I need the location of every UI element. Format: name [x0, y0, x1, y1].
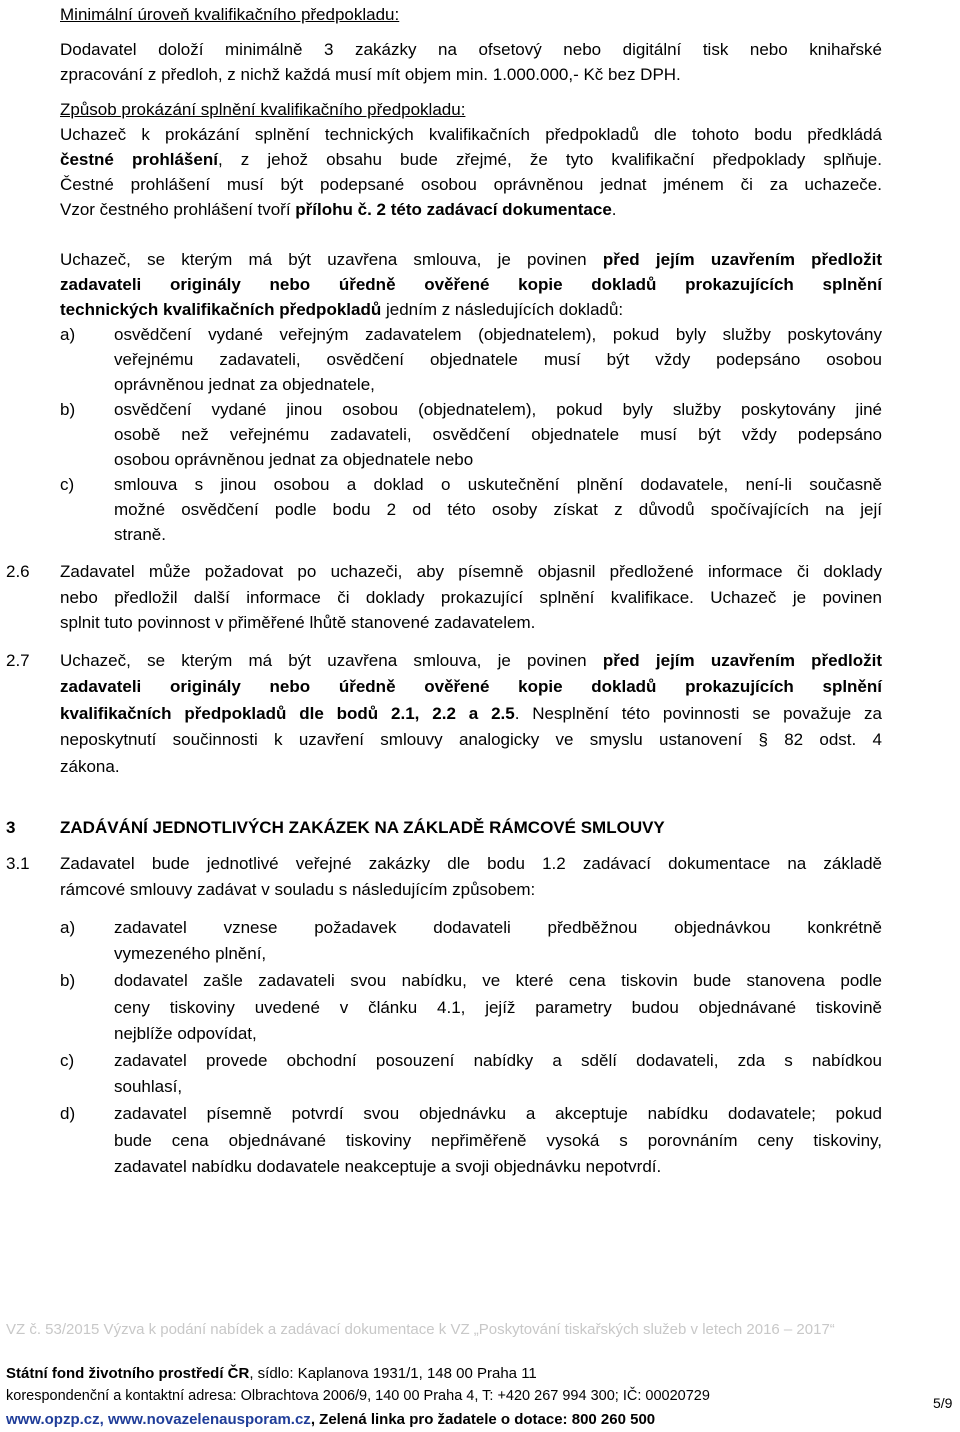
- contract-item-a-line: osvědčení vydané veřejným zadavatelem (objednatelem), pokud byly služby poskytovány: [114, 325, 882, 344]
- footer-link-novazelenausporam[interactable]: www.novazelenausporam.cz: [107, 1411, 311, 1428]
- contract-item-c-line: smlouva s jinou osobou a doklad o uskutečnění plnění dodavatele, není-li současně: [114, 475, 882, 494]
- item-2-6-line: splnit tuto povinnost v přiměřené lhůtě stanovené zadavatelem.: [60, 613, 536, 632]
- contract-item-c-line: straně.: [114, 525, 166, 544]
- order-item-a-line: zadavatel vznese požadavek dodavateli předběžnou objednávkou konkrétně: [114, 918, 882, 937]
- order-item-d-line: bude cena objednávané tiskoviny nepřiměřeně vysoká s porovnáním ceny tiskoviny,: [114, 1131, 882, 1150]
- footer-doc-title: VZ č. 53/2015 Výzva k podání nabídek a zadávací dokumentace k VZ „Poskytování tiskařských služeb v letech 2016 – 2017“: [6, 1321, 835, 1338]
- item-2-6-line: Zadavatel může požadovat po uchazeči, aby písemně objasnil předložené informace či doklady: [60, 562, 882, 581]
- contract-line-1: Uchazeč, se kterým má být uzavřena smlouva, je povinen před jejím uzavřením předložit: [60, 250, 882, 269]
- order-item-a-line: vymezeného plnění,: [114, 944, 267, 963]
- item-2-7-line-5: zákona.: [60, 757, 120, 776]
- contract-item-b-line: osvědčení vydané jinou osobou (objednatelem), pokud byly služby poskytovány jiné: [114, 400, 882, 419]
- proof-heading: Způsob prokázání splnění kvalifikačního předpokladu:: [60, 100, 466, 119]
- order-item-c-marker: c): [60, 1051, 75, 1070]
- order-item-d-line: zadavatel písemně potvrdí svou objednávku a akceptuje nabídku dodavatele; pokud: [114, 1104, 882, 1123]
- order-item-c-line: zadavatel provede obchodní posouzení nabídky a sdělí dodavateli, zda s nabídkou: [114, 1051, 882, 1070]
- contract-item-c-marker: c): [60, 475, 75, 494]
- order-item-b-line: dodavatel zašle zadavateli svou nabídku, ve které cena tiskovin bude stanovena podle: [114, 971, 882, 990]
- footer-link-opzp[interactable]: www.opzp.cz: [6, 1411, 100, 1428]
- order-item-b-line: ceny tiskoviny uvedené v článku 4.1, jejíž parametry budou objednávané tiskovině: [114, 998, 882, 1017]
- section-3-title: ZADÁVÁNÍ JEDNOTLIVÝCH ZAKÁZEK NA ZÁKLADĚ RÁMCOVÉ SMLOUVY: [60, 818, 665, 837]
- item-2-7-line-3: kvalifikačních předpokladů dle bodů 2.1, 2.2 a 2.5. Nesplnění této povinnosti se považuje za: [60, 704, 882, 723]
- footer-address: korespondenční a kontaktní adresa: Olbrachtova 2006/9, 140 00 Praha 4, T: +420 267 994 300; IČ: 00020729: [6, 1388, 710, 1404]
- item-3-1-number: 3.1: [6, 854, 30, 873]
- order-item-b-line: nejblíže odpovídat,: [114, 1024, 257, 1043]
- item-2-6-number: 2.6: [6, 562, 30, 581]
- footer-organization: Státní fond životního prostředí ČR, sídlo: Kaplanova 1931/1, 148 00 Praha 11: [6, 1365, 537, 1382]
- contract-item-b-line: osobou oprávněnou jednat za objednatele nebo: [114, 450, 474, 469]
- contract-item-b-line: osobě než veřejnému zadavateli, osvědčení objednatele musí být vždy podepsáno: [114, 425, 882, 444]
- item-2-7-line-2: zadavateli originály nebo úředně ověřené kopie dokladů prokazujících splnění: [60, 677, 882, 696]
- contract-item-c-line: možné osvědčení podle bodu 2 od této osoby získat z důvodů spočívajících na její: [114, 500, 882, 519]
- proof-line-2: čestné prohlášení, z jehož obsahu bude zřejmé, že tyto kvalifikační předpoklady splňuje.: [60, 150, 882, 169]
- item-3-1-line: rámcové smlouvy zadávat v souladu s následujícím způsobem:: [60, 880, 536, 899]
- contract-line-3: technických kvalifikačních předpokladů jedním z následujících dokladů:: [60, 300, 624, 319]
- contract-item-a-line: oprávněnou jednat za objednatele,: [114, 375, 375, 394]
- contract-item-a-marker: a): [60, 325, 76, 344]
- order-item-c-line: souhlasí,: [114, 1077, 183, 1096]
- min-level-line-1: Dodavatel doloží minimálně 3 zakázky na ofsetový nebo digitální tisk nebo knihařské: [60, 40, 882, 59]
- contract-line-2: zadavateli originály nebo úředně ověřené kopie dokladů prokazujících splnění: [60, 275, 882, 294]
- footer-hotline: Zelená linka pro žadatele o dotace: 800 260 500: [319, 1411, 656, 1428]
- footer-links: www.opzp.cz, www.novazelenausporam.cz, Zelená linka pro žadatele o dotace: 800 260 500: [6, 1411, 656, 1428]
- min-level-line-2: zpracování z předloh, z nichž každá musí mít objem min. 1.000.000,- Kč bez DPH.: [60, 65, 681, 84]
- item-2-7-line-1: Uchazeč, se kterým má být uzavřena smlouva, je povinen před jejím uzavřením předložit: [60, 651, 882, 670]
- contract-item-b-marker: b): [60, 400, 76, 419]
- item-2-7-number: 2.7: [6, 651, 30, 670]
- proof-line-3: Čestné prohlášení musí být podepsané osobou oprávněnou jednat jménem či za uchazeče.: [60, 175, 882, 194]
- page-number: 5/9: [933, 1395, 953, 1411]
- proof-line-4: Vzor čestného prohlášení tvoří přílohu č. 2 této zadávací dokumentace.: [60, 200, 617, 219]
- contract-item-a-line: veřejnému zadavateli, osvědčení objednatele musí být vždy podepsáno osobou: [114, 350, 882, 369]
- order-item-d-line: zadavatel nabídku dodavatele neakceptuje a svoji objednávku nepotvrdí.: [114, 1157, 662, 1176]
- section-3-number: 3: [6, 818, 16, 837]
- item-2-6-line: nebo předložil další informace či doklady prokazující splnění kvalifikace. Uchazeč je povinen: [60, 588, 882, 607]
- proof-line-1: Uchazeč k prokázání splnění technických kvalifikačních předpokladů dle tohoto bodu předkládá: [60, 125, 882, 144]
- item-2-7-line-4: neposkytnutí součinnosti k uzavření smlouvy analogicky ve smyslu ustanovení § 82 odst. 4: [60, 730, 882, 749]
- order-item-d-marker: d): [60, 1104, 76, 1123]
- min-level-heading: Minimální úroveň kvalifikačního předpokladu:: [60, 5, 400, 24]
- item-3-1-line: Zadavatel bude jednotlivé veřejné zakázky dle bodu 1.2 zadávací dokumentace na základě: [60, 854, 882, 873]
- order-item-a-marker: a): [60, 918, 76, 937]
- order-item-b-marker: b): [60, 971, 76, 990]
